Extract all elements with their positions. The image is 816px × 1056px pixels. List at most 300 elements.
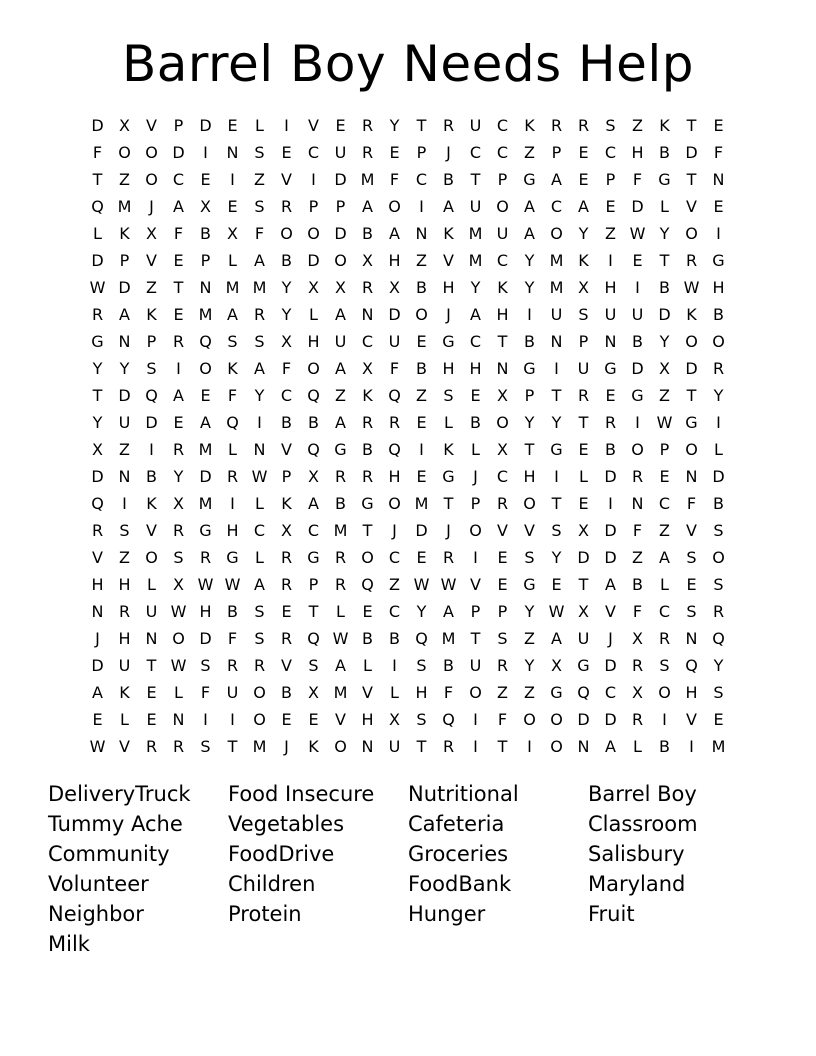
grid-letter: T <box>551 494 562 513</box>
grid-letter: Q <box>388 440 401 459</box>
grid-letter: D <box>199 629 212 648</box>
grid-letter: S <box>524 548 535 567</box>
grid-letter: V <box>470 575 481 594</box>
grid-letter: X <box>659 359 670 378</box>
word-bank-item: Children <box>228 872 316 896</box>
grid-letter: B <box>470 413 481 432</box>
grid-letter: H <box>523 467 536 486</box>
grid-letter: L <box>714 440 723 459</box>
grid-letter: N <box>577 737 590 756</box>
grid-letter: D <box>658 305 671 324</box>
grid-letter: J <box>608 629 613 648</box>
grid-letter: H <box>685 683 698 702</box>
grid-row <box>84 409 734 436</box>
grid-letter: T <box>686 116 697 135</box>
grid-letter: O <box>523 710 536 729</box>
grid-letter: K <box>443 224 454 243</box>
grid-letter: F <box>389 170 400 189</box>
grid-letter: H <box>118 629 131 648</box>
word-bank-item: Milk <box>48 932 90 956</box>
grid-letter: F <box>281 359 292 378</box>
grid-letter: P <box>200 251 211 270</box>
grid-letter: I <box>257 413 262 432</box>
grid-letter: E <box>632 251 643 270</box>
grid-letter: V <box>497 521 508 540</box>
grid-letter: D <box>91 656 104 675</box>
grid-letter: L <box>444 413 453 432</box>
grid-letter: Y <box>578 224 589 243</box>
grid-letter: V <box>281 170 292 189</box>
grid-letter: Y <box>524 413 535 432</box>
grid-letter: O <box>496 197 509 216</box>
grid-letter: M <box>198 305 213 324</box>
grid-letter: E <box>686 575 697 594</box>
grid-letter: E <box>578 494 589 513</box>
grid-letter: E <box>470 386 481 405</box>
grid-letter: H <box>118 575 131 594</box>
word-bank-item: FoodDrive <box>228 842 335 866</box>
grid-letter: F <box>173 224 184 243</box>
grid-letter: E <box>578 440 589 459</box>
grid-letter: S <box>713 683 724 702</box>
grid-letter: B <box>146 467 157 486</box>
grid-letter: U <box>118 656 131 675</box>
grid-letter: N <box>631 494 644 513</box>
grid-letter: C <box>550 197 563 216</box>
grid-letter: B <box>362 440 373 459</box>
grid-letter: E <box>389 143 400 162</box>
grid-letter: D <box>712 467 725 486</box>
grid-letter: G <box>550 683 563 702</box>
grid-letter: X <box>632 629 643 648</box>
grid-letter: A <box>119 305 130 324</box>
grid-row <box>84 436 734 463</box>
grid-letter: D <box>199 116 212 135</box>
grid-letter: O <box>631 440 644 459</box>
grid-letter: U <box>469 197 482 216</box>
grid-letter: S <box>200 737 211 756</box>
grid-letter: R <box>550 116 563 135</box>
grid-letter: O <box>145 143 158 162</box>
grid-letter: R <box>631 710 644 729</box>
grid-row <box>84 679 734 706</box>
grid-letter: P <box>416 143 427 162</box>
word-bank <box>48 779 768 959</box>
grid-letter: Y <box>92 413 103 432</box>
grid-letter: X <box>497 440 508 459</box>
word-bank-item: Maryland <box>588 872 686 896</box>
grid-letter: E <box>713 116 724 135</box>
grid-letter: S <box>551 521 562 540</box>
grid-letter: K <box>524 116 535 135</box>
grid-letter: X <box>497 386 508 405</box>
grid-letter: U <box>334 332 347 351</box>
grid-letter: O <box>172 629 185 648</box>
grid-letter: E <box>173 413 184 432</box>
grid-letter: D <box>604 521 617 540</box>
grid-letter: S <box>254 143 265 162</box>
grid-letter: B <box>632 332 643 351</box>
grid-letter: R <box>361 116 374 135</box>
grid-letter: U <box>631 305 644 324</box>
grid-letter: A <box>578 197 589 216</box>
grid-letter: X <box>389 278 400 297</box>
grid-letter: U <box>469 116 482 135</box>
grid-letter: A <box>443 197 454 216</box>
grid-letter: A <box>254 575 265 594</box>
grid-letter: U <box>577 629 590 648</box>
grid-letter: D <box>118 278 131 297</box>
grid-letter: G <box>307 548 320 567</box>
grid-letter: M <box>360 170 375 189</box>
grid-letter: O <box>415 305 428 324</box>
grid-letter: G <box>523 359 536 378</box>
grid-letter: A <box>335 656 346 675</box>
grid-letter: F <box>497 710 508 729</box>
grid-letter: P <box>281 467 292 486</box>
grid-letter: D <box>388 305 401 324</box>
grid-letter: P <box>578 332 589 351</box>
grid-letter: M <box>333 521 348 540</box>
grid-letter: E <box>173 251 184 270</box>
grid-letter: A <box>335 413 346 432</box>
grid-letter: V <box>119 737 130 756</box>
grid-letter: X <box>308 467 319 486</box>
grid-letter: P <box>659 440 670 459</box>
grid-letter: Z <box>416 386 427 405</box>
grid-row <box>84 382 734 409</box>
grid-letter: M <box>117 197 132 216</box>
grid-letter: C <box>496 251 509 270</box>
grid-letter: H <box>712 278 725 297</box>
grid-letter: J <box>446 143 451 162</box>
grid-letter: B <box>281 413 292 432</box>
grid-letter: Z <box>119 440 130 459</box>
grid-letter: R <box>631 467 644 486</box>
grid-letter: O <box>469 521 482 540</box>
grid-letter: G <box>658 170 671 189</box>
grid-letter: S <box>227 332 238 351</box>
grid-row <box>84 220 734 247</box>
word-search-grid <box>84 112 734 760</box>
grid-letter: T <box>227 737 238 756</box>
grid-letter: E <box>497 548 508 567</box>
grid-letter: Z <box>659 386 670 405</box>
grid-letter: T <box>686 170 697 189</box>
grid-letter: F <box>632 602 643 621</box>
grid-letter: G <box>523 575 536 594</box>
grid-row <box>84 652 734 679</box>
grid-letter: C <box>496 116 509 135</box>
grid-letter: C <box>361 332 374 351</box>
grid-letter: K <box>659 116 670 135</box>
grid-letter: P <box>173 116 184 135</box>
grid-letter: F <box>389 359 400 378</box>
grid-letter: Y <box>524 656 535 675</box>
grid-letter: N <box>253 440 266 459</box>
grid-letter: R <box>91 521 104 540</box>
grid-letter: T <box>443 494 454 513</box>
grid-letter: I <box>662 710 667 729</box>
grid-letter: L <box>228 440 237 459</box>
grid-letter: G <box>442 467 455 486</box>
grid-letter: E <box>146 710 157 729</box>
grid-letter: W <box>197 575 214 594</box>
grid-letter: I <box>473 548 478 567</box>
grid-letter: V <box>146 521 157 540</box>
grid-letter: C <box>658 494 671 513</box>
grid-letter: V <box>92 548 103 567</box>
grid-row <box>84 274 734 301</box>
grid-letter: N <box>172 710 185 729</box>
grid-letter: R <box>91 305 104 324</box>
grid-letter: I <box>230 494 235 513</box>
word-bank-item: Nutritional <box>408 782 519 806</box>
grid-letter: B <box>443 656 454 675</box>
grid-letter: O <box>145 548 158 567</box>
grid-letter: T <box>470 170 481 189</box>
grid-letter: X <box>551 656 562 675</box>
grid-letter: Y <box>416 602 427 621</box>
grid-letter: H <box>388 467 401 486</box>
grid-letter: C <box>388 548 401 567</box>
grid-letter: R <box>712 359 725 378</box>
grid-letter: X <box>173 575 184 594</box>
grid-letter: B <box>362 629 373 648</box>
grid-row <box>84 301 734 328</box>
grid-letter: W <box>332 629 349 648</box>
grid-row <box>84 490 734 517</box>
grid-letter: B <box>416 359 427 378</box>
grid-letter: I <box>149 440 154 459</box>
grid-letter: I <box>230 170 235 189</box>
grid-letter: Q <box>685 656 698 675</box>
grid-row <box>84 166 734 193</box>
grid-letter: A <box>173 386 184 405</box>
grid-letter: B <box>227 602 238 621</box>
grid-letter: R <box>253 656 266 675</box>
grid-letter: O <box>496 413 509 432</box>
grid-row <box>84 625 734 652</box>
grid-letter: M <box>252 737 267 756</box>
grid-row <box>84 355 734 382</box>
grid-letter: L <box>309 305 318 324</box>
grid-letter: X <box>92 440 103 459</box>
grid-letter: Y <box>524 278 535 297</box>
grid-letter: T <box>92 170 103 189</box>
grid-letter: Y <box>470 278 481 297</box>
grid-letter: G <box>604 359 617 378</box>
grid-letter: R <box>280 575 293 594</box>
grid-letter: C <box>469 332 482 351</box>
grid-letter: W <box>548 602 565 621</box>
grid-letter: E <box>227 197 238 216</box>
grid-letter: A <box>335 359 346 378</box>
grid-letter: L <box>660 575 669 594</box>
grid-letter: N <box>685 629 698 648</box>
grid-letter: S <box>659 656 670 675</box>
grid-letter: H <box>415 683 428 702</box>
grid-letter: V <box>686 197 697 216</box>
grid-letter: O <box>550 224 563 243</box>
grid-row <box>84 733 734 760</box>
grid-letter: O <box>307 359 320 378</box>
grid-letter: T <box>173 278 184 297</box>
grid-letter: G <box>631 386 644 405</box>
grid-letter: I <box>419 197 424 216</box>
grid-letter: Q <box>415 629 428 648</box>
grid-letter: H <box>631 143 644 162</box>
grid-letter: O <box>388 494 401 513</box>
grid-letter: O <box>523 494 536 513</box>
grid-letter: R <box>361 413 374 432</box>
word-bank-item: Classroom <box>588 812 698 836</box>
grid-row <box>84 247 734 274</box>
grid-letter: D <box>604 656 617 675</box>
grid-letter: X <box>308 278 319 297</box>
grid-letter: Q <box>442 710 455 729</box>
grid-letter: E <box>416 548 427 567</box>
grid-letter: F <box>200 683 211 702</box>
grid-letter: E <box>200 386 211 405</box>
grid-letter: A <box>470 305 481 324</box>
grid-letter: N <box>118 332 131 351</box>
grid-letter: S <box>173 548 184 567</box>
grid-letter: S <box>686 548 697 567</box>
grid-letter: N <box>91 602 104 621</box>
grid-letter: D <box>685 359 698 378</box>
grid-letter: I <box>527 305 532 324</box>
grid-letter: C <box>253 521 266 540</box>
grid-letter: O <box>550 737 563 756</box>
grid-letter: R <box>631 656 644 675</box>
grid-letter: N <box>361 305 374 324</box>
grid-letter: U <box>388 332 401 351</box>
grid-letter: I <box>203 710 208 729</box>
grid-letter: K <box>578 251 589 270</box>
grid-letter: V <box>308 116 319 135</box>
grid-letter: B <box>632 575 643 594</box>
grid-letter: G <box>523 170 536 189</box>
grid-letter: E <box>173 305 184 324</box>
grid-letter: M <box>468 224 483 243</box>
grid-letter: W <box>89 278 106 297</box>
grid-letter: H <box>307 332 320 351</box>
grid-letter: B <box>713 305 724 324</box>
grid-letter: B <box>659 143 670 162</box>
grid-letter: X <box>389 710 400 729</box>
grid-letter: Z <box>335 386 346 405</box>
grid-letter: A <box>389 224 400 243</box>
grid-letter: E <box>659 467 670 486</box>
grid-letter: A <box>551 629 562 648</box>
grid-letter: N <box>145 629 158 648</box>
grid-letter: E <box>713 197 724 216</box>
grid-letter: H <box>469 359 482 378</box>
grid-letter: X <box>173 494 184 513</box>
grid-letter: C <box>388 602 401 621</box>
grid-letter: J <box>446 305 451 324</box>
grid-letter: X <box>146 224 157 243</box>
grid-letter: I <box>608 251 613 270</box>
grid-row <box>84 706 734 733</box>
grid-letter: V <box>281 440 292 459</box>
grid-letter: Z <box>632 548 643 567</box>
grid-letter: T <box>497 332 508 351</box>
grid-letter: K <box>281 494 292 513</box>
word-bank-item: Protein <box>228 902 302 926</box>
grid-letter: R <box>280 629 293 648</box>
grid-letter: Z <box>524 143 535 162</box>
grid-letter: A <box>659 548 670 567</box>
grid-letter: K <box>497 278 508 297</box>
grid-letter: D <box>631 359 644 378</box>
grid-letter: D <box>91 467 104 486</box>
grid-letter: I <box>392 656 397 675</box>
grid-letter: Y <box>659 332 670 351</box>
grid-letter: A <box>227 305 238 324</box>
grid-letter: N <box>361 737 374 756</box>
grid-letter: G <box>91 332 104 351</box>
grid-letter: G <box>577 656 590 675</box>
grid-letter: P <box>497 170 508 189</box>
grid-letter: Y <box>713 386 724 405</box>
grid-letter: J <box>392 521 397 540</box>
grid-letter: D <box>415 521 428 540</box>
grid-letter: J <box>95 629 100 648</box>
grid-letter: C <box>604 683 617 702</box>
grid-letter: X <box>335 278 346 297</box>
grid-letter: B <box>362 224 373 243</box>
grid-letter: Z <box>146 278 157 297</box>
grid-letter: U <box>118 413 131 432</box>
grid-row <box>84 112 734 139</box>
grid-letter: O <box>253 710 266 729</box>
grid-letter: H <box>496 305 509 324</box>
grid-letter: D <box>118 386 131 405</box>
grid-letter: E <box>227 116 238 135</box>
grid-letter: T <box>497 737 508 756</box>
grid-letter: O <box>307 224 320 243</box>
grid-letter: C <box>280 386 293 405</box>
grid-letter: J <box>446 521 451 540</box>
grid-letter: U <box>469 656 482 675</box>
grid-letter: Z <box>524 683 535 702</box>
grid-letter: G <box>199 521 212 540</box>
grid-letter: B <box>443 170 454 189</box>
grid-letter: A <box>308 494 319 513</box>
word-bank-item: FoodBank <box>408 872 512 896</box>
grid-letter: Q <box>388 386 401 405</box>
grid-letter: U <box>604 305 617 324</box>
grid-letter: R <box>604 413 617 432</box>
grid-letter: B <box>281 251 292 270</box>
grid-letter: D <box>577 548 590 567</box>
grid-letter: R <box>280 548 293 567</box>
grid-letter: L <box>471 440 480 459</box>
grid-row <box>84 598 734 625</box>
grid-letter: E <box>578 170 589 189</box>
grid-letter: R <box>442 116 455 135</box>
grid-letter: B <box>281 683 292 702</box>
grid-letter: V <box>146 116 157 135</box>
grid-letter: G <box>334 440 347 459</box>
grid-letter: E <box>578 143 589 162</box>
grid-letter: Q <box>307 629 320 648</box>
grid-letter: T <box>686 386 697 405</box>
grid-letter: D <box>577 710 590 729</box>
grid-letter: O <box>334 251 347 270</box>
